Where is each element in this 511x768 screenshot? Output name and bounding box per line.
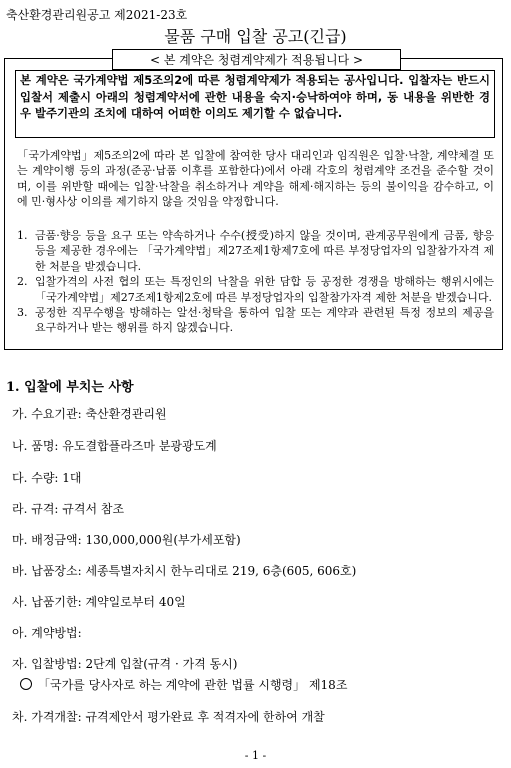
item-product-name: 나. 품명: 유도결합플라즈마 분광광도계 (12, 439, 217, 453)
circle-bullet-icon (20, 678, 32, 690)
integrity-banner: < 본 계약은 청렴계약제가 적용됩니다 > (112, 49, 401, 70)
page-number: - 1 - (244, 749, 267, 762)
pledge-item-number: 2. (17, 275, 28, 289)
pledge-item (17, 305, 494, 336)
pledge-item (17, 228, 494, 274)
item-demand-agency: 가. 수요기관: 축산환경관리원 (12, 407, 167, 421)
pledge-list (17, 228, 494, 336)
section-heading: 1. 입찰에 부치는 사항 (6, 380, 134, 395)
item-contract-method: 아. 계약방법: (12, 626, 82, 640)
integrity-notice-box: 본 계약은 국가계약법 제5조의2에 따른 청렴계약제가 적용되는 공사입니다. 입찰자는 반드시 입찰서 제출시 아래의 청렴계약서에 관한 내용을 숙지·승낙하여야 하며, 동 내용을 위반한 경우 발주기관의 조치에 대하여 어떠한 이의도 제기할 수 없습니다. (15, 70, 495, 138)
item-price-opening: 차. 가격개찰: 규격제안서 평가완료 후 적격자에 한하여 개찰 (12, 710, 325, 724)
pledge-item-number: 3. (17, 306, 28, 320)
pledge-paragraph: 「국가계약법」제5조의2에 따라 본 입찰에 참여한 당사 대리인과 임직원은 입찰·낙찰, 계약체결 또는 계약이행 등의 과정(준공·납품 이후를 포함한다)에서 아래 각호의 청렴계약 조건을 준수할 것이며, 이를 위반할 때에는 입찰·낙찰을 취소하거나 계약을 해제·해지하는 등의 불이익을 감수하고, 이에 민·형사상 이의를 제기하지 않을 것임을 약정합니다. (17, 149, 494, 209)
item-specification: 라. 규격: 규격서 참조 (12, 502, 125, 516)
pledge-item-text: 공정한 직무수행을 방해하는 알선·청탁을 통하여 입찰 또는 계약과 관련된 특정 정보의 제공을 요구하거나 받는 행위를 하지 않겠습니다. (35, 306, 494, 335)
pledge-item (17, 274, 494, 305)
page-title: 물품 구매 입찰 공고(긴급) (164, 27, 347, 46)
item-allocated-amount: 마. 배정금액: 130,000,000원(부가세포함) (12, 533, 241, 547)
pledge-item-text: 금품·향응 등을 요구 또는 약속하거나 수수(授受)하지 않을 것이며, 관계공무원에게 금품, 향응 등을 제공한 경우에는 「국가계약법」제27조제1항제7호에 따른 부정당업자의 입찰참가자격 제한 처분을 받겠습니다. (35, 229, 494, 273)
pledge-item-text: 입찰가격의 사전 협의 또는 특정인의 낙찰을 위한 담합 등 공정한 경쟁을 방해하는 행위시에는 「국가계약법」제27조제1항제2호에 따른 부정당업자의 입찰참가자격 제한 처분을 받겠습니다. (35, 275, 494, 304)
pledge-item-number: 1. (17, 229, 28, 242)
document-number: 축산환경관리원공고 제2021-23호 (6, 8, 188, 22)
item-bidding-method: 자. 입찰방법: 2단계 입찰(규격 · 가격 동시) (12, 657, 238, 671)
legal-reference (20, 676, 347, 693)
item-delivery-location: 바. 납품장소: 세종특별자치시 한누리대로 219, 6층(605, 606호) (12, 564, 357, 578)
legal-reference-text: 「국가를 당사자로 하는 계약에 관한 법률 시행령」 제18조 (38, 678, 348, 692)
item-quantity: 다. 수량: 1대 (12, 471, 82, 485)
item-delivery-deadline: 사. 납품기한: 계약일로부터 40일 (12, 595, 186, 609)
